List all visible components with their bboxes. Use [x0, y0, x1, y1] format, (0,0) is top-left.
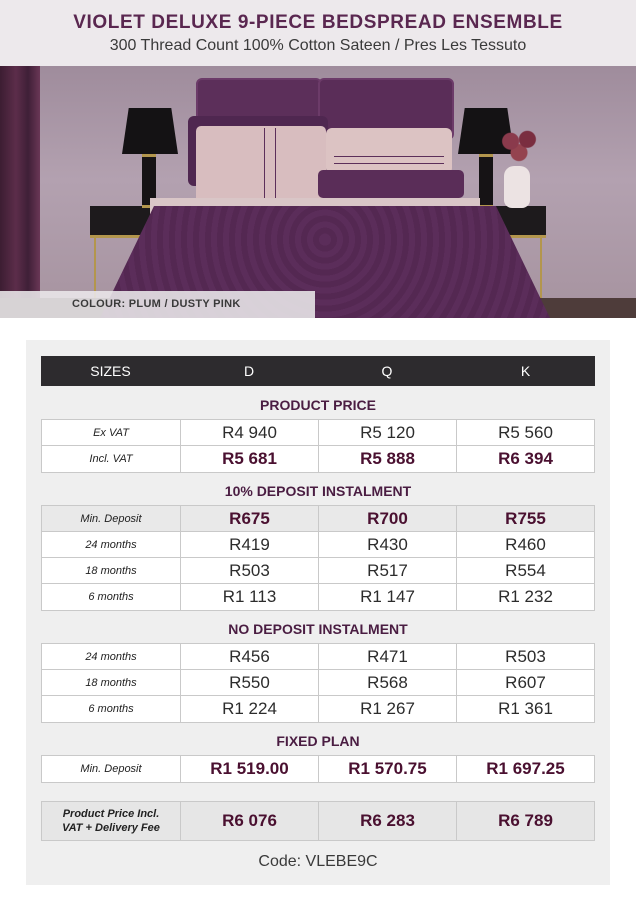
header [0, 0, 636, 66]
size-q: Q [381, 363, 393, 379]
code-value: VLEBE9C [305, 853, 378, 870]
table-row [42, 644, 594, 670]
table-row [42, 696, 594, 722]
row-label: 18 months [85, 564, 137, 577]
table-row [42, 584, 594, 610]
product-photo [0, 66, 636, 318]
no-deposit-instalment-table [41, 643, 595, 723]
total-q: R6 283 [360, 811, 415, 830]
price-k: R6 394 [498, 449, 553, 468]
lamp-left [122, 108, 178, 154]
total-table [41, 801, 595, 841]
total-k: R6 789 [498, 811, 553, 830]
price-k: R1 697.25 [486, 759, 565, 778]
table-row [42, 756, 594, 782]
pillow-front-right [318, 170, 464, 198]
fixed-plan-table [41, 755, 595, 783]
table-row [42, 446, 594, 472]
row-label: Min. Deposit [80, 763, 142, 775]
product-title: VIOLET DELUXE 9-PIECE BEDSPREAD ENSEMBLE [73, 12, 563, 33]
row-label: 6 months [88, 703, 134, 715]
price-q: R1 147 [360, 587, 415, 606]
fixed-plan-title: FIXED PLAN [276, 733, 360, 749]
price-q: R471 [367, 646, 408, 666]
row-label: 6 months [88, 591, 134, 603]
price-k: R503 [505, 646, 546, 666]
product-subtitle: 300 Thread Count 100% Cotton Sateen / Pres Les Tessuto [109, 37, 527, 54]
row-label: Incl. VAT [89, 453, 133, 465]
price-d: R1 113 [222, 587, 277, 606]
product-price-table [41, 419, 595, 473]
price-d: R4 940 [222, 422, 277, 442]
price-q: R5 120 [360, 422, 415, 442]
colour-label: COLOUR: PLUM / DUSTY PINK [72, 298, 241, 310]
table-row [42, 532, 594, 558]
row-label: 24 months [85, 538, 137, 551]
price-q: R517 [367, 560, 408, 580]
product-price-title: PRODUCT PRICE [260, 397, 376, 413]
price-d: R550 [229, 672, 270, 692]
sizes-header [41, 356, 595, 386]
row-label: Ex VAT [93, 426, 129, 439]
price-d: R419 [229, 534, 270, 554]
curtain [0, 66, 40, 318]
table-row [42, 420, 594, 446]
price-q: R430 [367, 534, 408, 554]
price-k: R1 361 [498, 699, 553, 718]
price-d: R1 519.00 [210, 759, 289, 778]
price-k: R755 [505, 508, 546, 528]
price-q: R568 [367, 672, 408, 692]
table-row [42, 506, 594, 532]
table-row [42, 558, 594, 584]
price-d: R456 [229, 646, 270, 666]
code-prefix: Code: [258, 853, 302, 870]
price-q: R5 888 [360, 449, 415, 468]
colour-label-bar [0, 291, 315, 318]
row-label: Min. Deposit [80, 512, 142, 525]
price-q: R1 267 [360, 699, 415, 718]
size-k: K [520, 363, 531, 379]
price-d: R1 224 [222, 699, 277, 718]
price-k: R554 [505, 560, 546, 580]
deposit-instalment-table [41, 505, 595, 611]
price-d: R675 [229, 508, 270, 528]
total-label-line2: VAT + Delivery Fee [62, 822, 160, 834]
price-q: R700 [367, 508, 408, 528]
price-d: R5 681 [222, 449, 277, 468]
table-row [42, 670, 594, 696]
product-code [41, 853, 595, 871]
deposit-instalment-title: 10% DEPOSIT INSTALMENT [224, 483, 412, 499]
row-label: 18 months [85, 676, 137, 689]
price-k: R5 560 [498, 422, 553, 442]
lamp-right-base [479, 154, 493, 208]
price-k: R460 [505, 534, 546, 554]
price-k: R1 232 [498, 587, 553, 606]
price-k: R607 [505, 672, 546, 692]
price-d: R503 [229, 560, 270, 580]
pillow-pink-left [196, 126, 326, 204]
pillow-pink-right [326, 128, 452, 174]
size-d: D [243, 363, 255, 379]
sizes-label: SIZES [90, 363, 131, 379]
total-label-line1: Product Price Incl. [62, 808, 160, 820]
flowers [498, 126, 540, 164]
table-row [42, 802, 594, 840]
vase [504, 166, 530, 208]
row-label: 24 months [85, 650, 137, 663]
total-d: R6 076 [222, 811, 277, 830]
price-q: R1 570.75 [348, 759, 427, 778]
no-deposit-instalment-title: NO DEPOSIT INSTALMENT [228, 621, 408, 637]
